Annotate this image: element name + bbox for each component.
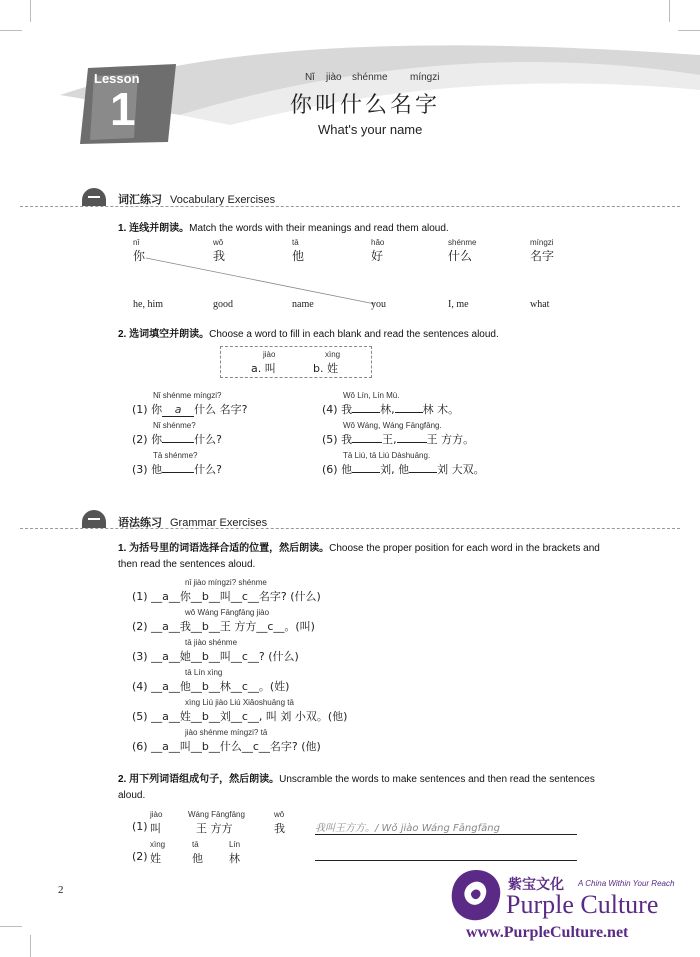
sentence-pinyin: Nǐ shénme míngzi? [153, 391, 222, 400]
grammar-num: (4) [132, 680, 148, 693]
meaning: what [530, 299, 550, 310]
vocab-ex1-zh: 1. 连线并朗读。 [118, 223, 190, 234]
grammar-ex2-zh: 2. 用下列词语组成句子，然后朗读。 [118, 774, 280, 785]
grammar-ex1-instruction [118, 541, 618, 573]
sentence-mid: 刘, 他 [380, 463, 410, 476]
unscramble-word: 叫 [150, 822, 161, 835]
grammar-pinyin: tā jiào shénme [185, 638, 238, 647]
sentence-blank[interactable] [162, 472, 194, 473]
grammar-row [132, 618, 315, 634]
unscramble-word: 我 [274, 822, 285, 835]
grammar-ex1-zh: 1. 为括号里的词语选择合适的位置，然后朗读。 [118, 543, 330, 554]
word-cn: 好 [371, 249, 384, 263]
choice-b: b. 姓 [313, 362, 338, 375]
sentence-blank[interactable] [162, 442, 194, 443]
page-number: 2 [58, 884, 64, 896]
grammar-text: __a__我__b__王 方方__c__。(叫) [151, 620, 315, 633]
unscramble-pinyin: Lín [229, 840, 241, 849]
brand-cn: 紫宝文化 [508, 877, 564, 893]
sentence-row [132, 431, 222, 447]
grammar-text: __a__她__b__叫__c__? (什么) [151, 650, 299, 663]
vocab-ex2-zh: 2. 选词填空并朗读。 [118, 329, 210, 340]
title-pinyin-2: jiào [326, 72, 342, 83]
purple-culture-logo [448, 866, 504, 926]
sentence-blank[interactable] [395, 412, 423, 413]
grammar-num: (5) [132, 710, 148, 723]
word-cn: 名字 [530, 249, 555, 263]
sentence-num: (5) [322, 433, 338, 446]
choice-a: a. 叫 [251, 362, 276, 375]
sentence-pre: 我 [341, 433, 353, 446]
section-tab-icon [82, 510, 106, 528]
sentence-pinyin: Tā shénme? [153, 451, 198, 460]
sentence-row [322, 461, 485, 477]
unscramble-answer-line[interactable]: 我叫王方方。/ Wǒ jiào Wáng Fāngfāng [315, 819, 577, 835]
word-choice-box [220, 346, 372, 378]
grammar-text: __a__你__b__叫__c__名字? (什么) [151, 590, 321, 603]
grammar-num: (1) [132, 590, 148, 603]
grammar-num: (2) [132, 620, 148, 633]
sentence-pre: 你 [151, 403, 163, 416]
unscramble-word: 王 方方 [196, 822, 233, 835]
sentence-num: (6) [322, 463, 338, 476]
choice-pinyin: jiào [263, 350, 276, 359]
sentence-blank[interactable] [352, 472, 380, 473]
grammar-text: __a__叫__b__什么__c__名字? (他) [151, 740, 321, 753]
grammar-num: (3) [132, 650, 148, 663]
grammar-pinyin: wǒ Wáng Fāngfāng jiào [185, 608, 270, 617]
sentence-pinyin: Wǒ Wáng, Wáng Fāngfāng. [343, 421, 442, 430]
vocab-ex2-instruction [118, 325, 499, 340]
unscramble-word: 林 [229, 852, 240, 865]
word-cn: 我 [213, 249, 226, 263]
grammar-section-zh: 语法练习 [118, 516, 162, 529]
sentence-blank[interactable] [397, 442, 427, 443]
brand-en: Purple Culture [506, 890, 659, 919]
sentence-blank[interactable] [352, 442, 382, 443]
sentence-post: 林 木。 [422, 403, 460, 416]
sentence-pinyin: Tā Liú, tā Liú Dàshuāng. [343, 451, 431, 460]
word-pinyin: tā [292, 238, 299, 247]
meaning: he, him [133, 299, 163, 310]
unscramble-pinyin: jiào [150, 810, 163, 819]
sentence-row [132, 401, 247, 417]
sentence-blank[interactable] [409, 472, 437, 473]
grammar-pinyin: tā Lín xìng [185, 668, 223, 677]
sentence-post: 什么 名字? [194, 403, 248, 416]
meaning: you [371, 299, 386, 310]
grammar-row [132, 708, 347, 724]
sentence-mid: 林, [380, 403, 395, 416]
word-cn: 你 [133, 249, 146, 263]
grammar-ex2-instruction [118, 772, 618, 804]
sentence-post: 什么? [194, 463, 222, 476]
grammar-num: (6) [132, 740, 148, 753]
sentence-num: (2) [132, 433, 148, 446]
sentence-post: 王 方方。 [426, 433, 475, 446]
sentence-pre: 我 [341, 403, 353, 416]
sentence-post: 刘 大双。 [437, 463, 485, 476]
sentence-blank[interactable]: a [162, 403, 194, 417]
unscramble-word: 他 [192, 852, 203, 865]
meaning: good [213, 299, 233, 310]
vocab-ex1-en: Match the words with their meanings and read them aloud. [189, 223, 449, 234]
word-cn: 他 [292, 249, 305, 263]
unscramble-pinyin: Wáng Fāngfāng [188, 810, 245, 819]
grammar-row [132, 738, 321, 754]
grammar-text: __a__他__b__林__c__。(姓) [151, 680, 290, 693]
meaning: I, me [448, 299, 469, 310]
sentence-pinyin: Nǐ shénme? [153, 421, 196, 430]
sentence-num: (4) [322, 403, 338, 416]
title-pinyin-1: Nǐ [305, 72, 315, 83]
lesson-label: Lesson [94, 71, 140, 86]
page-title: 你叫什么名字 [290, 93, 441, 118]
grammar-pinyin: jiào shénme míngzi? tā [185, 728, 268, 737]
title-pinyin-3: shénme [352, 72, 388, 83]
sentence-pre: 他 [341, 463, 353, 476]
grammar-row [132, 648, 299, 664]
sentence-mid: 王, [382, 433, 397, 446]
unscramble-pinyin: wǒ [274, 810, 285, 819]
sentence-blank[interactable] [352, 412, 380, 413]
meaning: name [292, 299, 314, 310]
sentence-row [322, 431, 474, 447]
grammar-text: __a__姓__b__刘__c__, 叫 刘 小双。(他) [151, 710, 348, 723]
unscramble-answer-line[interactable] [315, 848, 577, 861]
brand-tagline: A China Within Your Reach [578, 879, 675, 888]
grammar-pinyin: nǐ jiào míngzi? shénme [185, 578, 267, 587]
vocab-ex2-en: Choose a word to fill in each blank and read the sentences aloud. [209, 329, 499, 340]
sentence-num: (3) [132, 463, 148, 476]
sentence-pre: 他 [151, 463, 163, 476]
unscramble-num: (1) [132, 820, 148, 833]
grammar-section-title [118, 514, 267, 530]
unscramble-num: (2) [132, 850, 148, 863]
word-pinyin: shénme [448, 238, 477, 247]
choice-pinyin: xìng [325, 350, 341, 359]
word-pinyin: hǎo [371, 238, 385, 247]
vocab-section-zh: 词汇练习 [118, 193, 162, 206]
word-pinyin: wǒ [213, 238, 224, 247]
grammar-row [132, 588, 321, 604]
sentence-pre: 你 [151, 433, 163, 446]
title-pinyin-4: míngzi [410, 72, 440, 83]
word-pinyin: nǐ [133, 238, 140, 247]
unscramble-word: 姓 [150, 852, 161, 865]
grammar-ex2-en: Unscramble the words to make sentences and then read the sentences aloud. [118, 774, 595, 801]
sentence-post: 什么? [194, 433, 222, 446]
brand-url[interactable]: www.PurpleCulture.net [466, 924, 629, 941]
grammar-ex1-en: Choose the proper position for each word in the brackets and then read the sentences aloud. [118, 543, 600, 570]
unscramble-pinyin: xìng [150, 840, 166, 849]
grammar-row [132, 678, 289, 694]
sentence-num: (1) [132, 403, 148, 416]
page-subtitle: What's your name [318, 122, 423, 137]
sentence-row [132, 461, 222, 477]
word-cn: 什么 [448, 249, 473, 263]
sentence-row [322, 401, 459, 417]
grammar-section-en: Grammar Exercises [170, 517, 268, 529]
lesson-number: 1 [110, 83, 136, 135]
vocab-section-en: Vocabulary Exercises [170, 194, 276, 206]
word-pinyin: míngzi [530, 238, 554, 247]
unscramble-pinyin: tā [192, 840, 199, 849]
sentence-pinyin: Wǒ Lín, Lín Mù. [343, 391, 400, 400]
grammar-pinyin: xìng Liú jiào Liú Xiǎoshuāng tā [185, 698, 294, 707]
